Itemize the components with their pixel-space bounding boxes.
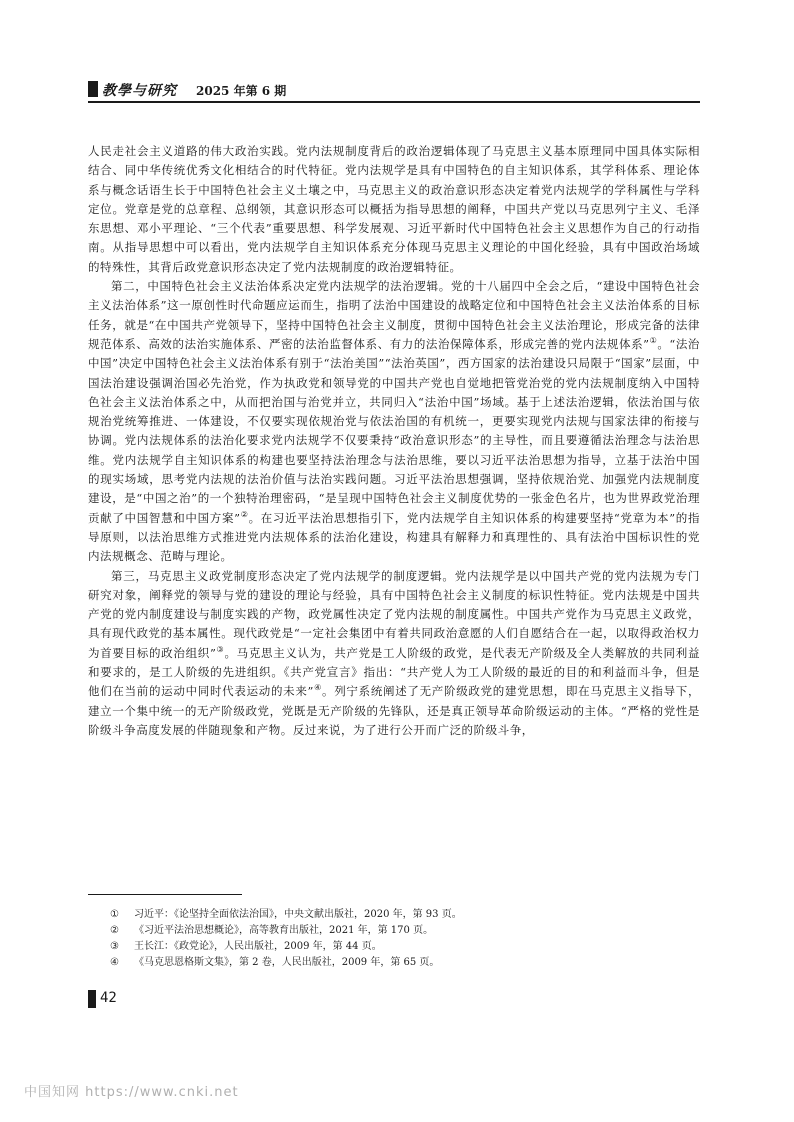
paragraph-2-text-c: 。在习近平法治思想指引下，党内法规学自主知识体系的构建要坚持“党章为本”的指导原则，以法治思维方式推进党内法规体系的法治化建设，构建具有解释力和真理性的、具有法治中国标识性的党内法规概念、范畴与理论。 [88, 510, 700, 564]
journal-title: 教學与研究 [102, 83, 177, 99]
paragraph-1-text: 人民走社会主义道路的伟大政治实践。党内法规制度背后的政治逻辑体现了马克思主义基本原理同中国具体实际相结合、同中华传统优秀文化相结合的时代特征。党内法规学是具有中国特色的自主知识体系，其学科体系、理论体系与概念话语生长于中国特色社会主义土壤之中，马克思主义的政治意识形态决定着党内法规学的学科属性与学科定位。党章是党的总章程、总纲领，其意识形态可以概括为指导思想的阐释，中国共产党以马克思列宁主义、毛泽东思想、邓小平理论、“三个代表”重要思想、科学发展观、习近平新时代中国特色社会主义思想作为自己的行动指南。从指导思想中可以看出，党内法规学自主知识体系充分体现马克思主义理论的中国化经验，具有中国政治场域的特殊性，其背后政党意识形态决定了党内法规制度的政治逻辑特征。 [88, 144, 700, 274]
footnote-mark: ① [110, 909, 119, 920]
footnote-text: 《习近平法治思想概论》，高等教育出版社，2021 年，第 170 页。 [134, 925, 434, 936]
footnote-text: 《马克思恩格斯文集》，第 2 卷，人民出版社，2009 年，第 65 页。 [134, 957, 440, 968]
footnote-item [110, 923, 690, 939]
page-number: 42 [100, 990, 117, 1006]
footnote-item [110, 939, 690, 955]
footnotes [110, 907, 690, 971]
footnote-text: 习近平：《论坚持全面依法治国》，中央文献出版社，2020 年，第 93 页。 [134, 909, 462, 920]
paragraph-2-text-a: 第二，中国特色社会主义法治体系决定党内法规学的法治逻辑。党的十八届四中全会之后，“建设中国特色社会主义法治体系”这一原创性时代命题应运而生，指明了法治中国建设的战略定位和中国特色社会主义法治体系的目标任务，就是“在中国共产党领导下，坚持中国特色社会主义制度，贯彻中国特色社会主义法治理论，形成完备的法律规范体系、高效的法治实施体系、严密的法治监督体系、有力的法治保障体系，形成完善的党内法规体系” [88, 279, 700, 351]
paragraph-3-text-c: 。列宁系统阐述了无产阶级政党的建党思想，即在马克思主义指导下，建立一个集中统一的无产阶级政党，党既是无产阶级的先锋队，还是真正领导革命阶级运动的主体。“严格的党性是阶级斗争高度发展的伴随现象和产物。反过来说，为了进行公开而广泛的阶级斗争， [88, 684, 701, 737]
paragraph-1 [88, 142, 700, 277]
running-header [88, 79, 700, 103]
paragraph-2-text-b: 。“法治中国”决定中国特色社会主义法治体系有别于“法治美国”“法治英国”，西方国家的法治建设只局限于“国家”层面，中国法治建设强调治国必先治党，作为执政党和领导党的中国共产党也自觉地把管党治党的党内法规制度纳入中国特色社会主义法治体系之中，从而把治国与治党并立，共同归入“法治中国”场域。基于上述法治逻辑，依法治国与依规治党统筹推进、一体建设，不仅要实现依规治党与依法治国的有机统一，更要实现党内法规与国家法律的衔接与协调。党内法规体系的法治化要求党内法规学不仅要秉持“政治意识形态”的主导性，而且要遵循法治理念与法治思维。党内法规学自主知识体系的构建也要坚持法治理念与法治思维，要以习近平法治思想为指导，立基于法治中国的现实场域，思考党内法规的法治价值与法治实践问题。习近平法治思想强调，坚持依规治党、加强党内法规制度建设，是“中国之治”的一个独特治理密码，“是呈现中国特色社会主义制度优势的一张金色名片，也为世界政党治理贡献了中国智慧和中国方案” [88, 336, 700, 525]
paragraph-2 [88, 277, 700, 566]
cnki-watermark: 中国知网 https://www.cnki.net [24, 1085, 239, 1100]
paragraph-3-text-a: 第三，马克思主义政党制度形态决定了党内法规学的制度逻辑。党内法规学是以中国共产党的党内法规为专门研究对象，阐释党的领导与党的建设的理论与经验，具有中国特色社会主义制度的标识性特征。党内法规是中国共产党的党内制度建设与制度实践的产物，政党属性决定了党内法规的制度属性。中国共产党作为马克思主义政党，具有现代政党的基本属性。现代政党是“一定社会集团中有着共同政治意愿的人们自愿结合在一起，以取得政治权力为首要目标的政治组织” [88, 568, 700, 660]
footnote-mark: ③ [110, 941, 119, 952]
footnote-text: 王长江：《政党论》，人民出版社，2009 年，第 44 页。 [134, 941, 382, 952]
footnote-divider [88, 894, 242, 895]
footnote-ref-3[interactable]: ③ [216, 644, 225, 654]
issue-label: 2025 年第 6 期 [196, 84, 287, 98]
header-marker-block [88, 81, 98, 97]
footnote-item [110, 907, 690, 923]
paragraph-3-text-b: 。马克思主义认为，共产党是工人阶级的政党，是代表无产阶级及全人类解放的共同利益和要求的，是工人阶级的先进组织。《共产党宣言》指出：“共产党人为工人阶级的最近的目的和利益而斗争，但是他们在当前的运动中同时代表运动的未来” [88, 645, 700, 699]
page-number-marker [88, 990, 96, 1008]
footnote-ref-4[interactable]: ④ [314, 683, 323, 693]
paragraph-3 [88, 567, 700, 741]
footnote-item [110, 955, 690, 971]
footnote-ref-2[interactable]: ② [240, 509, 249, 519]
footnote-ref-1[interactable]: ① [649, 336, 658, 346]
footnote-mark: ④ [110, 957, 119, 968]
footnote-mark: ② [110, 925, 119, 936]
article-body [88, 142, 700, 740]
